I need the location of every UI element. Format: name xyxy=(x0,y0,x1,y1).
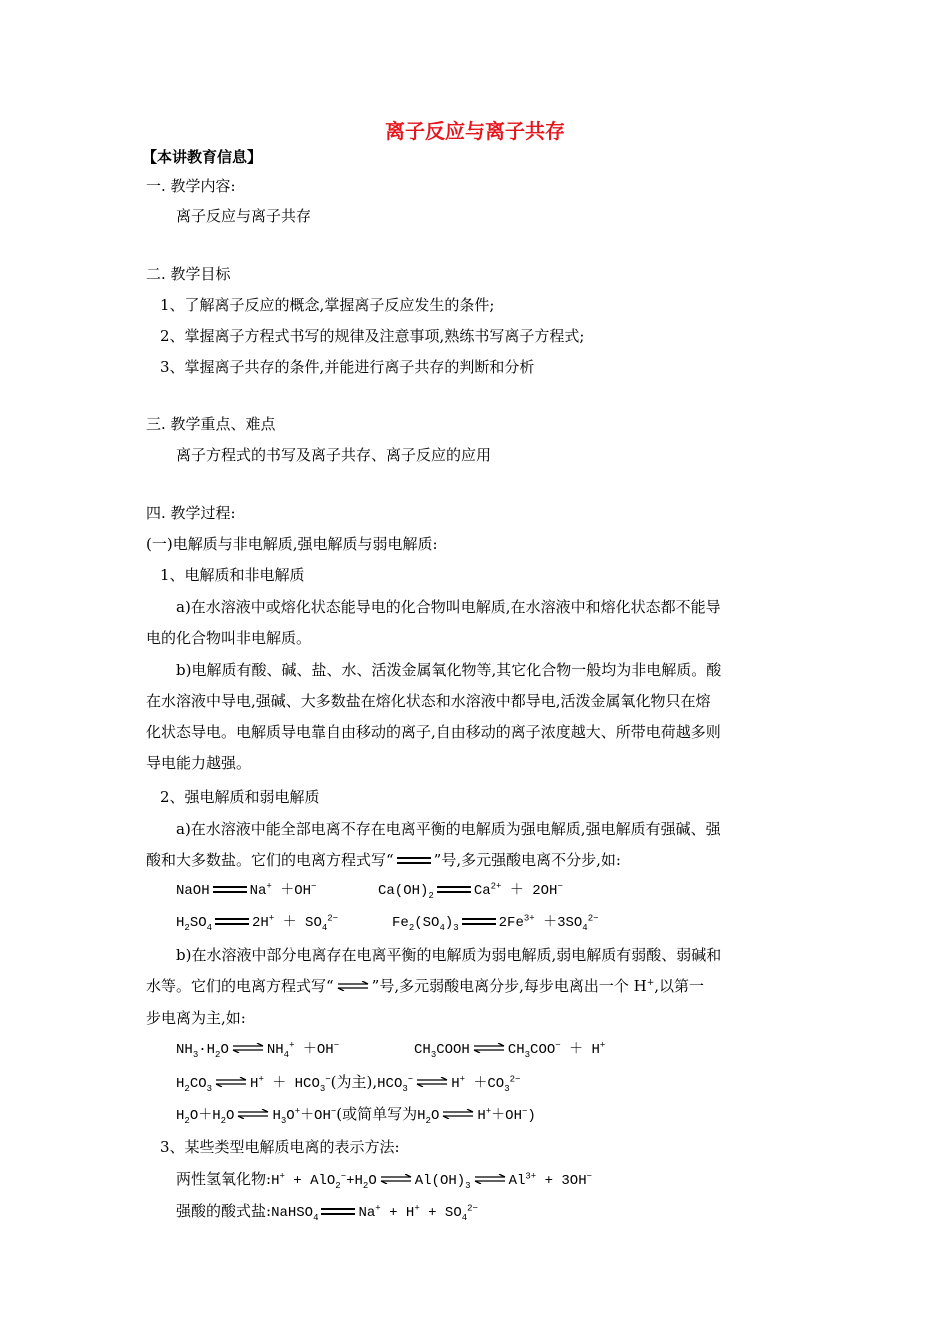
equation-h2co3: $H_2CO_3$ $H^+ + HCO_3^-$(为主)$,HCO_3^-$ $H^+ +CO_3^{2-}$ xyxy=(176,1073,521,1094)
paragraph-line: 酸和大多数盐。它们的电离方程式写“ ”号,多元强酸电离不分步,如: xyxy=(146,851,621,869)
section-header: 【本讲教育信息】 xyxy=(142,148,263,166)
equation-nh3h2o: $NH_3\cdot H_2O$ $NH_4^+ +OH^-$ xyxy=(176,1040,340,1060)
paragraph-line: a)在水溶液中或熔化状态能导电的化合物叫电解质,在水溶液中和熔化状态都不能导 xyxy=(176,598,721,616)
reversible-arrow-icon xyxy=(415,1077,449,1087)
point-2-heading: 2、强电解质和弱电解质 xyxy=(160,788,320,806)
equals-sign-icon xyxy=(437,886,471,893)
point-3-heading: 3、某些类型电解质电离的表示方法: xyxy=(160,1138,400,1156)
equation-amphoteric: 两性氢氧化物:H+ + $AlO_2^-+H_2O$ $Al(OH)_3$ $Al^{3+} + 3OH^-$ xyxy=(176,1170,593,1191)
objective-item: 1、了解离子反应的概念,掌握离子反应发生的条件; xyxy=(160,296,495,314)
document-title: 离子反应与离子共存 xyxy=(385,119,565,143)
objective-item: 3、掌握离子共存的条件,并能进行离子共存的判断和分析 xyxy=(160,358,535,376)
paragraph-line: 水等。它们的电离方程式写“ ”号,多元弱酸电离分步,每步电离出一个 H+,以第一 xyxy=(146,977,705,995)
reversible-arrow-icon xyxy=(379,1174,413,1184)
paragraph-line: b)电解质有酸、碱、盐、水、活泼金属氧化物等,其它化合物一般均为非电解质。酸 xyxy=(176,661,722,679)
point-1-heading: 1、电解质和非电解质 xyxy=(160,566,305,584)
reversible-arrow-icon xyxy=(441,1109,475,1119)
objective-item: 2、掌握离子方程式书写的规律及注意事项,熟练书写离子方程式; xyxy=(160,327,585,345)
equation-nahso4: 强酸的酸式盐:NaHSO$_4$ $Na^+ + H^+ + SO_4^{2-}$ xyxy=(176,1202,478,1223)
paragraph-line: 电的化合物叫非电解质。 xyxy=(146,629,312,647)
section-3-heading: 三. 教学重点、难点 xyxy=(146,415,276,433)
reversible-arrow-icon xyxy=(236,1109,270,1119)
equation-h2o: $H_2O+H_2O$ $H_3O^++OH^-$(或简单写为$H_2O$ H+＋OH−) xyxy=(176,1105,536,1126)
equation-fe2so43: $Fe_2(SO_4)_3$ $2Fe^{3+} +3SO_4^{2-}$ xyxy=(392,913,599,933)
reversible-arrow-icon xyxy=(336,981,370,991)
reversible-arrow-icon xyxy=(472,1043,506,1053)
section-2-heading: 二. 教学目标 xyxy=(146,265,231,283)
equals-sign-icon xyxy=(397,857,431,864)
equals-sign-icon xyxy=(462,918,496,925)
subsection-heading: (一)电解质与非电解质,强电解质与弱电解质: xyxy=(146,535,438,553)
equation-h2so4: $H_2SO_4$ $2H^+ + SO_4^{2-}$ xyxy=(176,913,339,933)
section-3-content: 离子方程式的书写及离子共存、离子反应的应用 xyxy=(176,446,492,464)
equals-sign-icon xyxy=(213,886,247,893)
reversible-arrow-icon xyxy=(473,1174,507,1184)
section-1-content: 离子反应与离子共存 xyxy=(176,207,312,225)
paragraph-line: 步电离为主,如: xyxy=(146,1009,246,1027)
paragraph-line: 在水溶液中导电,强碱、大多数盐在熔化状态和水溶液中都导电,活泼金属氧化物只在熔 xyxy=(146,692,711,710)
paragraph-line: 化状态导电。电解质导电靠自由移动的离子,自由移动的离子浓度越大、所带电荷越多则 xyxy=(146,723,721,741)
equation-caoh2: $Ca(OH)_2$ $Ca^{2+} + 2OH^-$ xyxy=(378,881,563,901)
equals-sign-icon xyxy=(321,1208,355,1215)
section-4-heading: 四. 教学过程: xyxy=(146,504,236,522)
paragraph-line: b)在水溶液中部分电离存在电离平衡的电解质为弱电解质,弱电解质有弱酸、弱碱和 xyxy=(176,946,722,964)
reversible-arrow-icon xyxy=(231,1043,265,1053)
section-1-heading: 一. 教学内容: xyxy=(146,177,236,195)
equation-naoh: NaOH Na+ ＋OH− xyxy=(176,881,317,899)
equals-sign-icon xyxy=(215,918,249,925)
reversible-arrow-icon xyxy=(214,1077,248,1087)
paragraph-line: 导电能力越强。 xyxy=(146,754,252,772)
paragraph-line: a)在水溶液中能全部电离不存在电离平衡的电解质为强电解质,强电解质有强碱、强 xyxy=(176,820,721,838)
equation-ch3cooh: $CH_3COOH$ $CH_3COO^- + H^+$ xyxy=(414,1040,606,1060)
